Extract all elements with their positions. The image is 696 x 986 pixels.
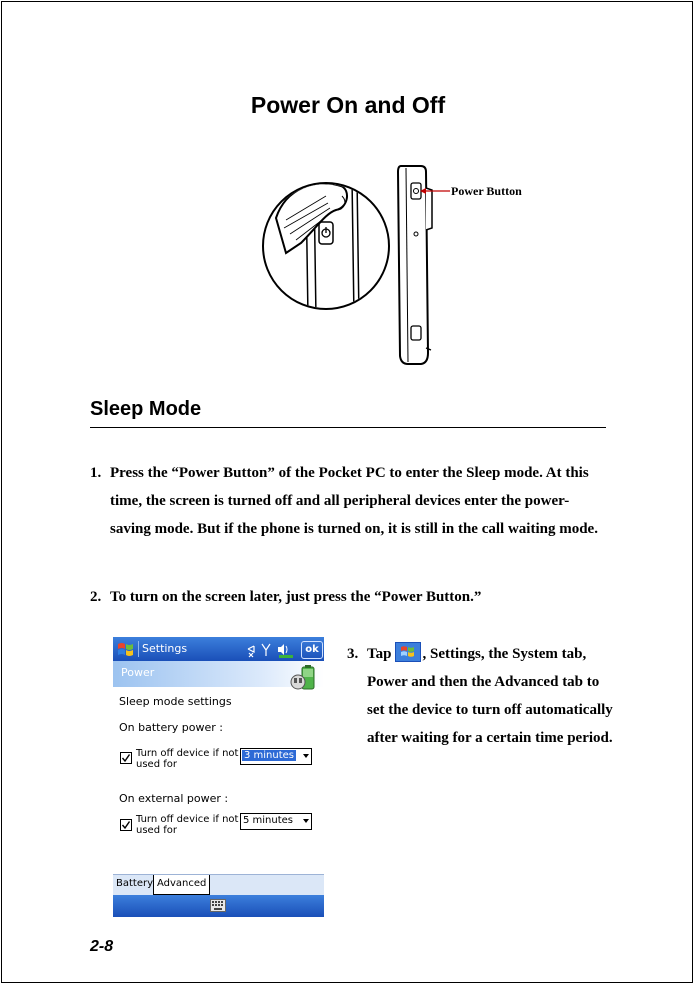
dropdown-arrow-icon (303, 754, 309, 758)
step-text: To turn on the screen later, just press the “Power Button.” (110, 589, 482, 605)
battery-timeout-value: 3 minutes (244, 750, 295, 761)
step3-system: System (512, 646, 558, 662)
ok-button[interactable]: ok (301, 641, 323, 659)
app-title: Settings (142, 642, 188, 655)
windows-start-icon[interactable] (116, 640, 136, 658)
step3-power: Power (367, 674, 408, 690)
external-power-label: On external power : (119, 792, 229, 805)
external-checkbox[interactable] (120, 819, 132, 831)
step3-advanced: Advanced (494, 674, 559, 690)
step-number: 3. (347, 646, 359, 662)
step-text (367, 640, 617, 752)
tab-advanced[interactable]: Advanced (153, 875, 210, 895)
battery-plug-icon (289, 665, 317, 695)
power-button-callout: Power Button (451, 184, 522, 198)
settings-screenshot (113, 637, 324, 917)
volume-icon (278, 644, 287, 655)
step3-tap: Tap (367, 646, 392, 662)
step-number: 1. (90, 465, 102, 481)
title-bar (113, 637, 324, 661)
start-menu-icon (395, 642, 421, 662)
section-heading: Sleep Mode (90, 398, 202, 420)
title-separator (138, 641, 139, 657)
section-divider (90, 427, 606, 428)
page-title: Power On and Off (250, 92, 446, 118)
step3-mid2: tab, (557, 646, 587, 662)
external-timeout-select[interactable] (240, 813, 312, 830)
tab-battery[interactable]: Battery (113, 875, 157, 893)
step3-tail: tab to set the device to turn off automatically after waiting for a certain time period. (367, 674, 613, 746)
battery-power-label: On battery power : (119, 721, 223, 734)
battery-timeout-select[interactable] (240, 748, 312, 765)
external-timeout-value: 5 minutes (243, 815, 294, 826)
status-icons[interactable] (245, 641, 297, 658)
keyboard-icon[interactable] (210, 899, 226, 912)
step3-settings: , Settings (422, 646, 481, 662)
step-text: Press the “Power Button” of the Pocket PC to enter the Sleep mode. At this time, the screen is turned off and all peripheral devices enter the power-saving mode. But if the phone is turned on, it is still in the call waiting mode. (110, 465, 598, 537)
step-1 (90, 459, 600, 543)
page-number: 2-8 (90, 938, 114, 955)
step-number: 2. (90, 589, 102, 605)
step3-mid3: and then the (407, 674, 495, 690)
checkmark-icon (121, 753, 131, 763)
menu-bar (113, 895, 324, 917)
checkmark-icon (121, 820, 131, 830)
tab-strip (113, 874, 324, 895)
battery-checkbox-label: Turn off device if not used for (136, 748, 239, 770)
step-3 (347, 640, 617, 752)
dropdown-arrow-icon (303, 819, 309, 823)
connectivity-icon (248, 646, 254, 657)
battery-checkbox[interactable] (120, 752, 132, 764)
header-label: Power (121, 666, 155, 679)
sleep-mode-group-title: Sleep mode settings (119, 695, 232, 708)
step-2 (90, 583, 600, 611)
external-checkbox-label: Turn off device if not used for (136, 814, 239, 836)
signal-icon (262, 644, 270, 656)
step3-mid1: , the (480, 646, 513, 662)
